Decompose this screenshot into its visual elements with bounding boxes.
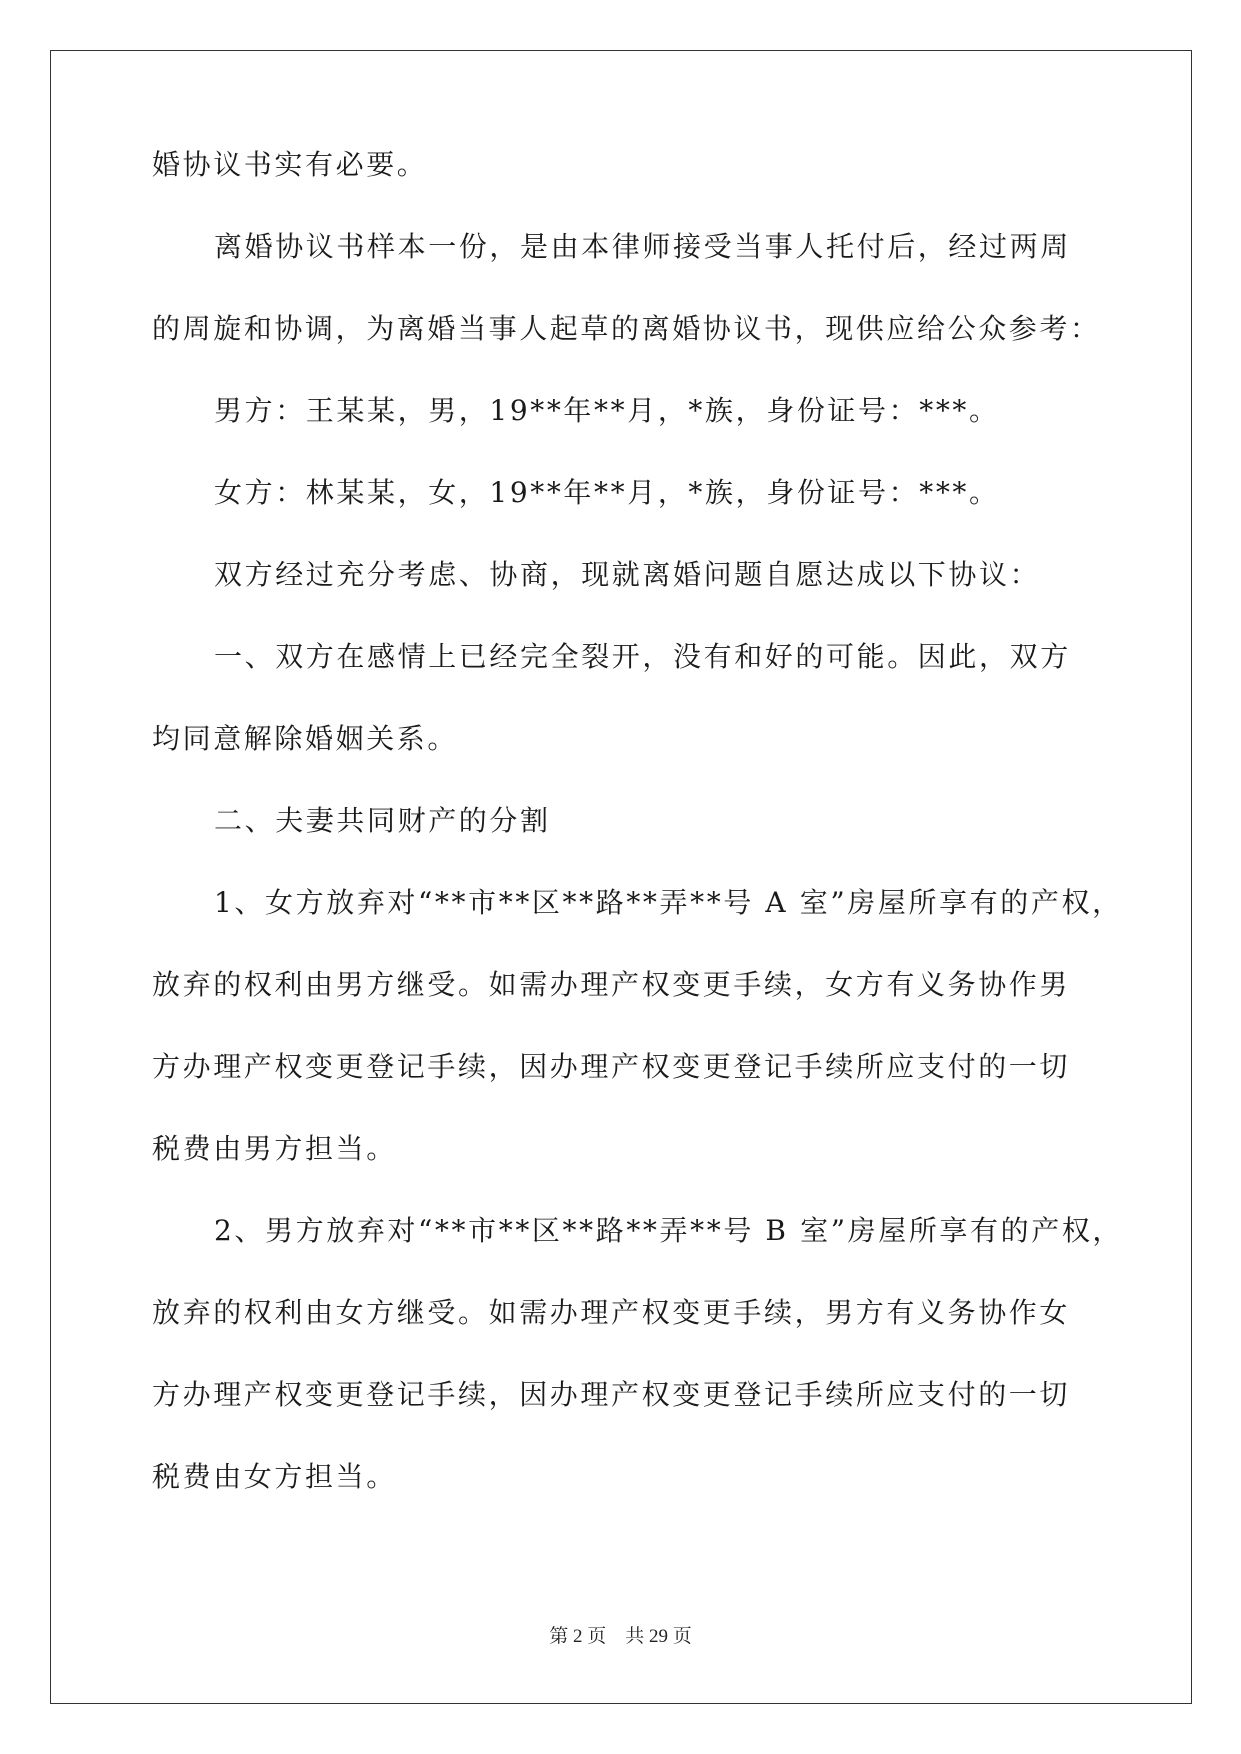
page-number: 第 2 页 共 29 页 xyxy=(549,1626,692,1647)
text-line: 方办理产权变更登记手续，因办理产权变更登记手续所应支付的一切 xyxy=(152,1378,1071,1411)
text-line: 二、夫妻共同财产的分割 xyxy=(214,804,551,837)
text-line: 女方：林某某，女，19**年**月，*族，身份证号：***。 xyxy=(214,476,1000,509)
text-line: 婚协议书实有必要。 xyxy=(152,148,428,181)
page-border xyxy=(50,50,1192,1704)
text-line: 2、男方放弃对“**市**区**路**弄**号 B 室”房屋所享有的产权， xyxy=(214,1214,1124,1247)
text-line: 的周旋和协调，为离婚当事人起草的离婚协议书，现供应给公众参考： xyxy=(152,312,1101,345)
text-line: 双方经过充分考虑、协商，现就离婚问题自愿达成以下协议： xyxy=(214,558,1041,591)
text-line: 放弃的权利由女方继受。如需办理产权变更手续，男方有义务协作女 xyxy=(152,1296,1071,1329)
text-line: 男方：王某某，男，19**年**月，*族，身份证号：***。 xyxy=(214,394,1000,427)
text-line: 一、双方在感情上已经完全裂开，没有和好的可能。因此，双方 xyxy=(214,640,1071,673)
text-line: 1、女方放弃对“**市**区**路**弄**号 A 室”房屋所享有的产权， xyxy=(214,886,1123,919)
text-line: 均同意解除婚姻关系。 xyxy=(152,722,459,755)
text-line: 税费由男方担当。 xyxy=(152,1132,397,1165)
text-line: 离婚协议书样本一份，是由本律师接受当事人托付后，经过两周 xyxy=(214,230,1071,263)
text-line: 税费由女方担当。 xyxy=(152,1460,397,1493)
text-line: 方办理产权变更登记手续，因办理产权变更登记手续所应支付的一切 xyxy=(152,1050,1071,1083)
text-line: 放弃的权利由男方继受。如需办理产权变更手续，女方有义务协作男 xyxy=(152,968,1071,1001)
